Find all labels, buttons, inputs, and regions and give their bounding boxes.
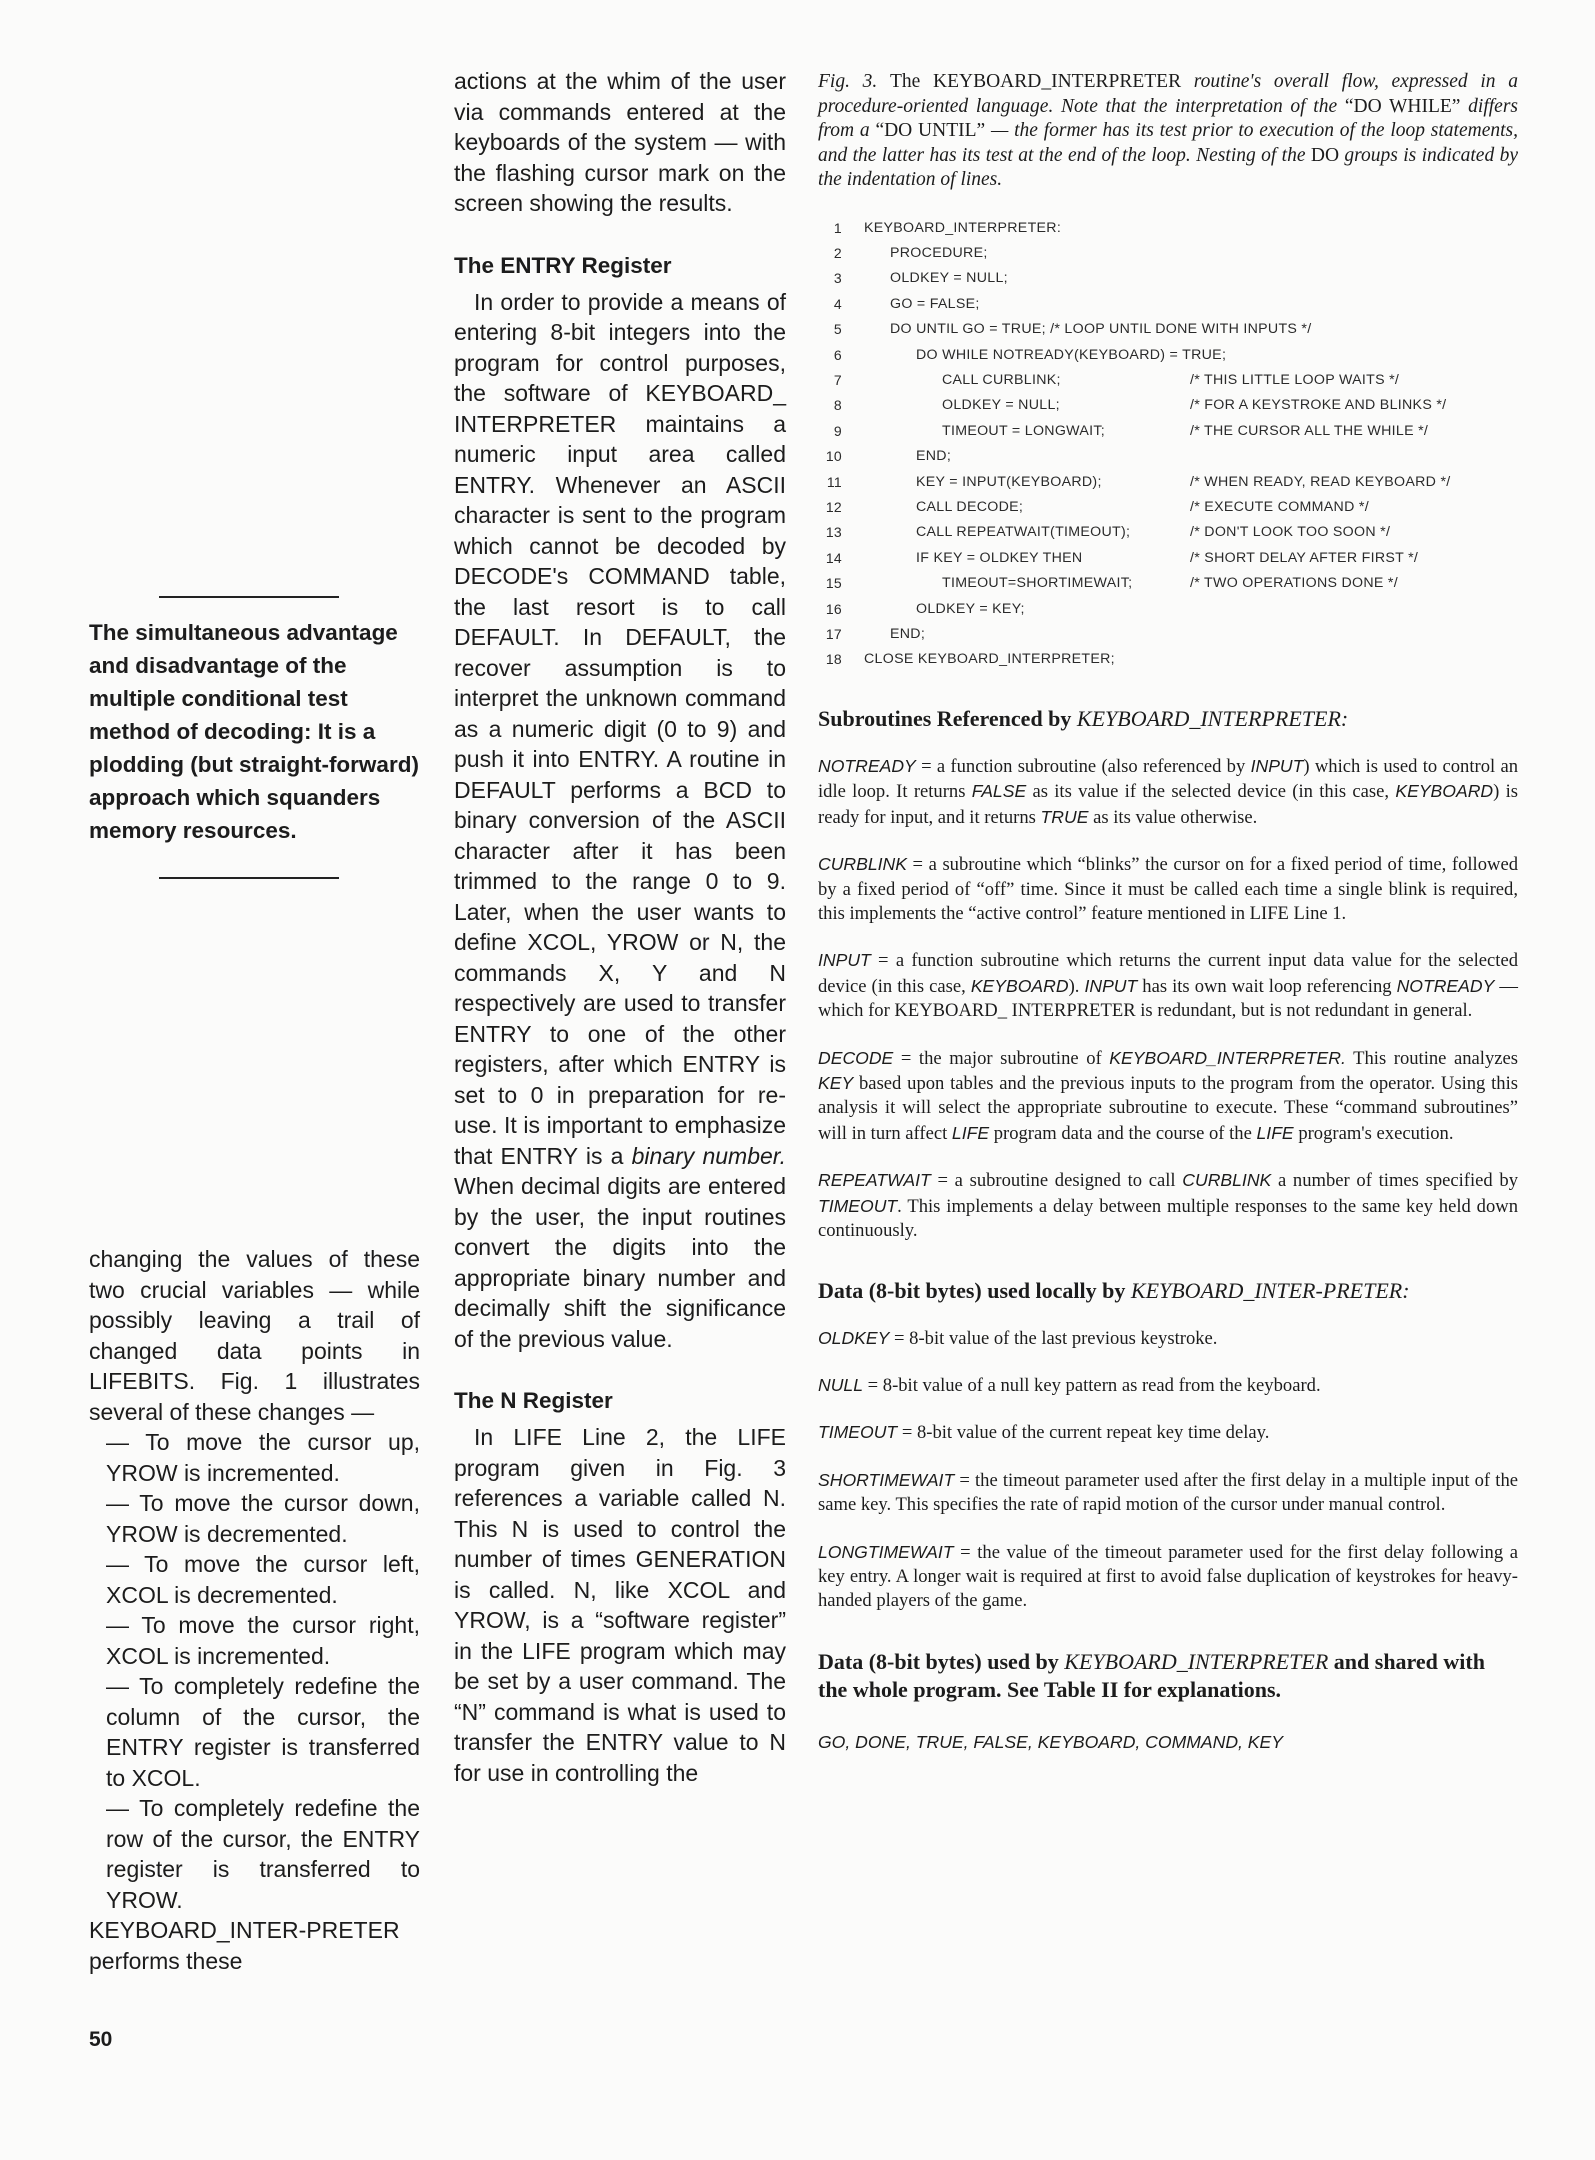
section-heading-local-data [818,1278,1518,1304]
heading-emphasis: KEYBOARD_INTERPRETER: [1076,706,1349,731]
text: ) which is used to control an idle loop. It returns [818,756,1519,803]
paragraph [454,287,786,1355]
term: OLDKEY [818,1327,890,1348]
heading-emphasis: KEYBOARD_INTERPRETER [1064,1648,1329,1674]
line-number: 5 [833,321,842,338]
code-line [818,215,1518,240]
code-line [818,291,1518,316]
line-number: 6 [833,346,842,363]
code-listing [818,215,1518,672]
code-line [818,621,1518,646]
caption-text: — the former has its test prior to execution of the loop statements, and the latter has its test at the end of the loop. Nesting of the [818,120,1518,166]
definition [818,1540,1518,1614]
heading-emphasis: KEYBOARD_INTER-PRETER: [1130,1277,1410,1303]
text: When decimal digits are entered by the user, the input routines convert the digits into the appropriate binary number and decimally shift the significance of the previous value. [454,1173,786,1352]
line-number: 3 [833,270,842,287]
code-text: OLDKEY = NULL; [942,397,1060,414]
section-heading-entry: The ENTRY Register [454,252,672,278]
section-heading-subroutines [818,706,1518,732]
text: = a function subroutine (also referenced by [915,756,1251,777]
code-line [818,520,1518,545]
code-line [818,443,1518,468]
code-line [818,494,1518,519]
code-line [818,240,1518,265]
code-comment: /* THE CURSOR ALL THE WHILE */ [1190,422,1429,439]
text: = a subroutine designed to call [930,1170,1183,1192]
list-item: — To move the cursor down, YROW is decremented. [106,1490,420,1547]
definition [818,1326,1518,1351]
text: = the major subroutine of [893,1047,1110,1069]
left-column-text [89,1244,420,1976]
list-item: — To completely redefine the row of the cursor, the ENTRY register is transferred to YROW. [106,1795,420,1913]
text: as its value otherwise. [1088,806,1258,828]
code-line [818,418,1518,443]
term: NOTREADY [1396,975,1495,996]
term: INPUT [1084,975,1138,996]
code-text: CLOSE KEYBOARD_INTERPRETER; [864,651,1115,668]
paragraph: changing the values of these two crucial variables — while possibly leaving a trail of changed data points in LIFEBITS. Fig. 1 illustrates several of these changes — [89,1246,420,1425]
code-text: CALL DECODE; [916,498,1024,515]
text: = 8-bit value of a null key pattern as read from the keyboard. [862,1374,1321,1396]
line-number: 2 [833,245,842,262]
pull-quote [89,596,419,879]
figure-caption [818,70,1518,193]
code-comment: /* THIS LITTLE LOOP WAITS */ [1190,372,1400,388]
term: TIMEOUT [818,1195,898,1216]
code-line [818,342,1518,367]
text: In order to provide a means of entering 8-bit integers into the program for control purposes, the software of KEYBOARD_ INTERPRETER maintains a numeric input area called ENTRY. Whenever an ASCII character is sent to the program which cannot be decoded by DECODE's COMMAND table, the last resort is to call DEFAULT. In DEFAULT, the recover assumption is to interpret the unknown command as a numeric digit (0 to 9) and push it into ENTRY. A routine in DEFAULT performs a BCD to binary conversion of the ASCII character after it has been trimmed to the range 0 to 9. Later, when the user wants to define XCOL, YROW or N, the commands X, Y and N respectively are used to transfer ENTRY to one of the other registers, after which ENTRY is set to 0 in preparation for re-use. It is important to emphasize that ENTRY is a [454,288,786,1169]
list-item: — To move the cursor up, YROW is incremented. [106,1429,420,1486]
caption-label: Fig. 3. [818,71,878,92]
text: program data and the course of the [989,1122,1257,1144]
line-number: 13 [825,524,842,541]
definition [818,1046,1518,1147]
term: REPEATWAIT [818,1170,931,1191]
code-text: GO = FALSE; [890,295,980,312]
term: CURBLINK [818,854,907,875]
heading-text: Data (8-bit bytes) used by [818,1648,1065,1674]
emphasis: binary number. [631,1142,786,1169]
code-line [818,317,1518,342]
term: TRUE [1040,806,1089,827]
text: = 8-bit value of the last previous keystroke. [889,1327,1218,1349]
code-comment: /* EXECUTE COMMAND */ [1190,498,1369,515]
code-line [818,367,1518,392]
text: ). [1068,975,1085,997]
line-number: 9 [833,422,842,439]
text: = the value of the timeout parameter used for the first delay following a key entry. A longer wait is required at first to avoid false duplication of keystrokes for heavy-handed players of the game. [818,1541,1518,1612]
code-text: CALL REPEATWAIT(TIMEOUT); [916,524,1131,541]
list-item: — To completely redefine the column of the cursor, the ENTRY register is transferred to XCOL. [106,1673,420,1791]
code-comment: /* FOR A KEYSTROKE AND BLINKS */ [1190,397,1447,414]
term: LIFE [951,1122,990,1143]
text: This routine analyzes [1345,1047,1519,1069]
heading-text: and shared with the whole program. See Table II for explanations. [818,1648,1485,1702]
definition [818,1373,1518,1398]
caption-text: DO [1310,144,1345,166]
text: as its value if the selected device (in this case, [1026,781,1396,803]
divider [159,596,339,598]
subroutine-definitions [818,754,1518,1244]
code-text: DO UNTIL GO = TRUE; /* LOOP UNTIL DONE WITH INPUTS */ [890,321,1312,338]
right-column [818,70,1518,1753]
page-number: 50 [89,2028,113,2051]
paragraph: actions at the whim of the user via commands entered at the keyboards of the system — with the flashing cursor mark on the screen showing the results. [454,68,786,216]
term: CURBLINK [1182,1170,1272,1191]
line-number: 15 [825,575,842,592]
code-text: KEY = INPUT(KEYBOARD); [916,473,1102,490]
text: = a function subroutine which returns the current input data value for the selected device (in this case, [818,950,1518,997]
code-text: TIMEOUT = LONGWAIT; [942,422,1105,439]
code-line [818,596,1518,621]
text: has its own wait loop referencing [1137,975,1397,997]
code-text: CALL CURBLINK; [942,372,1061,388]
code-line [818,545,1518,570]
text: = 8-bit value of the current repeat key time delay. [897,1422,1270,1444]
code-line [818,647,1518,672]
text: based upon tables and the previous inputs to the program from the operator. Using this analysis it will select the appropriate subroutine to execute. These “command subroutines” will in turn affect [818,1073,1518,1144]
line-number: 16 [825,600,842,617]
term: NOTREADY [818,756,916,776]
divider [159,877,339,879]
line-number: 10 [825,448,842,465]
caption-text: “DO UNTIL” [875,120,991,142]
paragraph: KEYBOARD_INTER-PRETER performs these [89,1917,400,1974]
term: DECODE [818,1047,894,1068]
section-heading-shared-data [818,1648,1518,1704]
code-line [818,570,1518,595]
text: program's execution. [1293,1122,1454,1144]
code-text: PROCEDURE; [890,245,988,262]
local-data-definitions [818,1326,1518,1614]
code-text: END; [916,448,952,465]
heading-text: Subroutines Referenced by [818,706,1077,731]
code-text: KEYBOARD_INTERPRETER: [864,219,1062,236]
caption-text: routine's overall flow, expressed in a procedure-oriented language. Note that the interpretation of the [818,71,1518,117]
term: FALSE [971,781,1027,802]
term: INPUT [818,950,871,971]
line-number: 8 [833,397,842,414]
text: — which for KEYBOARD_ INTERPRETER is redundant, but is not redundant in general. [818,975,1518,1022]
code-comment: /* DON'T LOOK TOO SOON */ [1190,524,1391,541]
code-text: IF KEY = OLDKEY THEN [916,549,1083,566]
text: = a subroutine which “blinks” the cursor on for a fixed period of time, followed by a fixed period of “off” time. Since it must be called each time a single blink is required, this implements the “active control” feature mentioned in LIFE Line 1. [818,854,1518,925]
term: KEY [818,1073,854,1094]
pull-quote-text: The simultaneous advantage and disadvantage of the multiple conditional test method of decoding: It is a plodding (but straight-forward) approach which squanders memory resources. [89,620,419,843]
code-comment: /* WHEN READY, READ KEYBOARD */ [1190,473,1451,490]
text: ) is ready for input, and it returns [818,781,1519,828]
shared-data-list: GO, DONE, TRUE, FALSE, KEYBOARD, COMMAND, KEY [818,1731,1284,1752]
definition [818,1420,1518,1445]
term: KEYBOARD_INTERPRETER. [1109,1047,1346,1068]
caption-text: differs from a [818,95,1519,142]
list-item: — To move the cursor right, XCOL is incremented. [106,1612,420,1669]
line-number: 17 [825,625,842,642]
line-number: 1 [833,219,842,236]
term: TIMEOUT [818,1422,898,1443]
code-comment: /* SHORT DELAY AFTER FIRST */ [1190,549,1419,566]
line-number: 14 [825,549,842,566]
list-item: — To move the cursor left, XCOL is decremented. [106,1551,420,1608]
code-text: OLDKEY = NULL; [890,270,1008,287]
caption-text: “DO WHILE” [1344,95,1469,117]
middle-column [454,66,786,1788]
code-line [818,266,1518,291]
term: LONGTIMEWAIT [818,1541,954,1562]
line-number: 11 [826,473,842,490]
definition [818,852,1518,926]
code-text: OLDKEY = KEY; [916,600,1025,617]
code-line [818,393,1518,418]
text: = the timeout parameter used after the first delay in a multiple input of the same key. This specifies the rate of rapid motion of the cursor under manual control. [818,1469,1518,1516]
caption-text: The KEYBOARD_INTERPRETER [889,71,1194,92]
term: LIFE [1256,1122,1294,1143]
term: KEYBOARD [1395,781,1494,802]
code-comment: /* TWO OPERATIONS DONE */ [1190,575,1398,592]
caption-text: groups is indicated by the indentation of lines. [818,144,1518,191]
definition [818,1468,1518,1518]
text: a number of times specified by [1271,1170,1519,1192]
term: KEYBOARD [970,975,1069,996]
term: INPUT [1250,756,1304,776]
line-number: 7 [833,372,842,388]
text: . This implements a delay between multiple responses to the same key held down continuously. [818,1195,1518,1242]
definition [818,754,1518,830]
definition [818,1168,1518,1243]
code-line [818,469,1518,494]
paragraph: In LIFE Line 2, the LIFE program given in Fig. 3 references a variable called N. This N is used to control the number of times GENERATION is called. N, like XCOL and YROW, is a “software register” in the LIFE program which may be set by a user command. The “N” command is what is used to transfer the ENTRY value to N for use in controlling the [454,1424,786,1786]
heading-text: Data (8-bit bytes) used locally by [818,1277,1131,1303]
section-heading-n: The N Register [454,1388,613,1413]
term: NULL [818,1374,863,1395]
code-text: END; [890,625,926,642]
definition [818,948,1518,1023]
term: SHORTIMEWAIT [818,1469,955,1490]
code-text: TIMEOUT=SHORTIMEWAIT; [942,575,1133,592]
code-text: DO WHILE NOTREADY(KEYBOARD) = TRUE; [916,346,1227,363]
line-number: 12 [825,498,842,515]
line-number: 18 [825,651,842,668]
line-number: 4 [833,295,842,312]
